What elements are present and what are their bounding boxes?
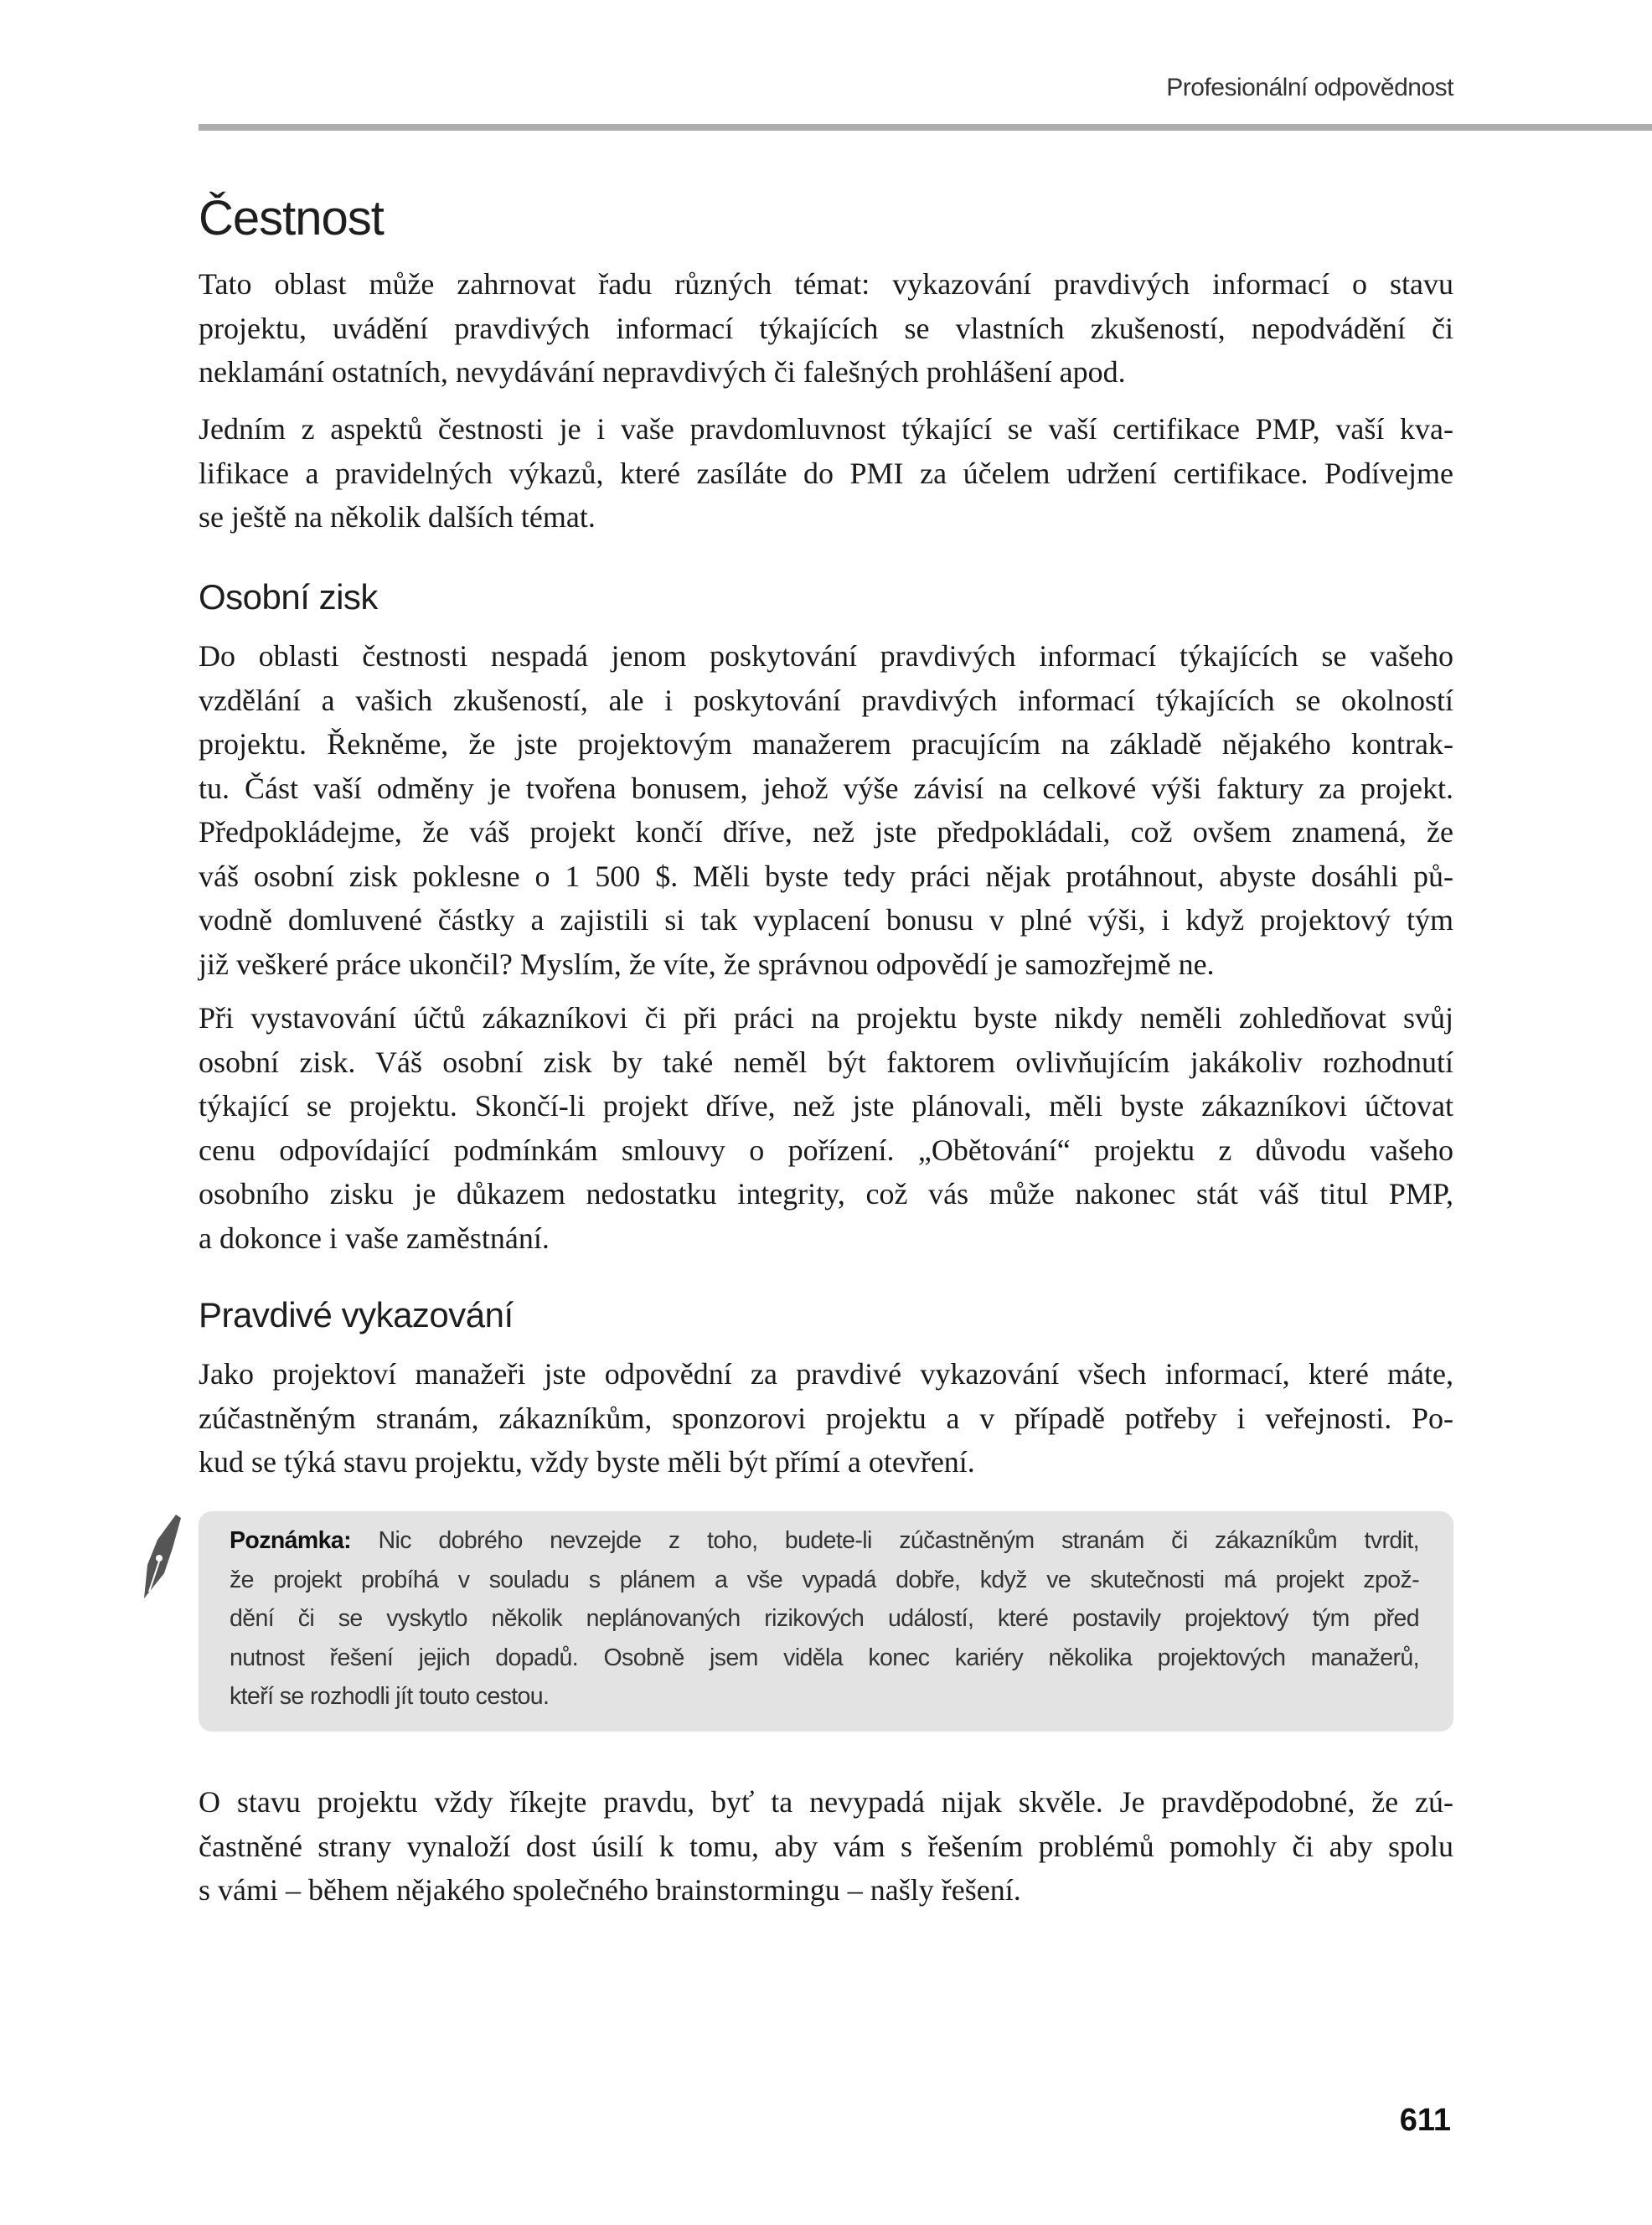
text-line: projektu, uvádění pravdivých informací týkajících se vlastních zkušeností, nepodvádění či xyxy=(199,311,1453,345)
paragraph-1 xyxy=(199,262,1453,395)
text-line: vzdělání a vašich zkušeností, ale i poskytování pravdivých informací týkajících se okolností xyxy=(199,683,1453,717)
text-line: a dokonce i vaše zaměstnání. xyxy=(199,1221,550,1255)
header-rule xyxy=(199,124,1652,131)
text-line: Jako projektoví manažeři jste odpovědní za pravdivé vykazování všech informací, které máte, xyxy=(199,1357,1453,1391)
paragraph-5 xyxy=(199,1352,1453,1484)
note-line: dění či se vyskytlo několik neplánovaných rizikových událostí, které postavily projektový tým před xyxy=(230,1605,1419,1633)
note-line: že projekt probíhá v souladu s plánem a vše vypadá dobře, když ve skutečnosti má projekt zpož- xyxy=(230,1566,1419,1593)
subheading-pravdive-vykazovani: Pravdivé vykazování xyxy=(199,1295,514,1334)
text-line: častněné strany vynaloží dost úsilí k tomu, aby vám s řešením problémů pomohly či aby spolu xyxy=(199,1829,1453,1863)
paragraph-4 xyxy=(199,996,1453,1260)
text-line: osobní zisk. Váš osobní zisk by také neměl být faktorem ovlivňujícím jakákoliv rozhodnutí xyxy=(199,1045,1453,1079)
note-line: kteří se rozhodli jít touto cestou. xyxy=(230,1683,550,1711)
text-line: projektu. Řekněme, že jste projektovým manažerem pracujícím na základě nějakého kontrak- xyxy=(199,727,1453,761)
note-line: nutnost řešení jejich dopadů. Osobně jsem viděla konec kariéry několika projektových manažerů, xyxy=(230,1644,1419,1671)
text-line: vodně domluvené částky a zajistili si tak vyplacení bonusu v plné výši, i když projektový tým xyxy=(199,903,1453,937)
text-line: Předpokládejme, že váš projekt končí dříve, než jste předpokládali, což ovšem znamená, že xyxy=(199,815,1453,849)
note-text xyxy=(230,1521,1419,1717)
note-line xyxy=(230,1521,1419,1561)
page-number: 611 xyxy=(1399,2103,1451,2138)
text-line: již veškeré práce ukončil? Myslím, že víte, že správnou odpovědí je samozřejmě ne. xyxy=(199,947,1215,981)
text-line: neklamání ostatních, nevydávání nepravdivých či falešných prohlášení apod. xyxy=(199,355,1126,389)
note-label: Poznámka: xyxy=(230,1527,352,1554)
note-line-text: Nic dobrého nevzejde z toho, budete-li zúčastněným stranám či zákazníkům tvrdit, xyxy=(351,1527,1419,1554)
running-header: Profesionální odpovědnost xyxy=(1166,74,1453,101)
text-line: se ještě na několik dalších témat. xyxy=(199,500,596,534)
paragraph-3 xyxy=(199,634,1453,986)
text-line: Při vystavování účtů zákazníkovi či při práci na projektu byste nikdy neměli zohledňovat svůj xyxy=(199,1001,1453,1035)
text-line: tu. Část vaší odměny je tvořena bonusem, jehož výše závisí na celkové výši faktury za projekt. xyxy=(199,771,1453,805)
text-line: s vámi – během nějakého společného brainstormingu – našly řešení. xyxy=(199,1873,1021,1907)
paragraph-6 xyxy=(199,1780,1453,1913)
note-box xyxy=(199,1511,1453,1732)
text-line: zúčastněným stranám, zákazníkům, sponzorovi projektu a v případě potřeby i veřejnosti. Po- xyxy=(199,1401,1453,1435)
text-line: osobního zisku je důkazem nedostatku integrity, což vás může nakonec stát váš titul PMP, xyxy=(199,1177,1453,1211)
text-line: cenu odpovídající podmínkám smlouvy o pořízení. „Obětování“ projektu z důvodu vašeho xyxy=(199,1133,1453,1167)
text-line: váš osobní zisk poklesne o 1 500 $. Měli byste tedy práci nějak protáhnout, abyste dosáhli pů- xyxy=(199,859,1453,893)
text-line: Jedním z aspektů čestnosti je i vaše pravdomluvnost týkající se vaší certifikace PMP, vaší kva- xyxy=(199,412,1453,446)
text-line: lifikace a pravidelných výkazů, které zasíláte do PMI za účelem udržení certifikace. Podívejme xyxy=(199,456,1453,490)
text-line: O stavu projektu vždy říkejte pravdu, byť ta nevypadá nijak skvěle. Je pravděpodobné, že zú- xyxy=(199,1785,1453,1819)
text-line: kud se týká stavu projektu, vždy byste měli být přímí a otevření. xyxy=(199,1445,975,1479)
paragraph-2 xyxy=(199,407,1453,539)
section-title: Čestnost xyxy=(199,191,384,245)
text-line: Do oblasti čestnosti nespadá jenom poskytování pravdivých informací týkajících se vašeho xyxy=(199,639,1453,673)
pen-nib-icon xyxy=(139,1515,181,1598)
text-line: týkající se projektu. Skončí-li projekt dříve, než jste plánovali, měli byste zákazníkovi účtovat xyxy=(199,1089,1453,1123)
subheading-osobni-zisk: Osobní zisk xyxy=(199,577,378,617)
text-line: Tato oblast může zahrnovat řadu různých témat: vykazování pravdivých informací o stavu xyxy=(199,267,1453,301)
